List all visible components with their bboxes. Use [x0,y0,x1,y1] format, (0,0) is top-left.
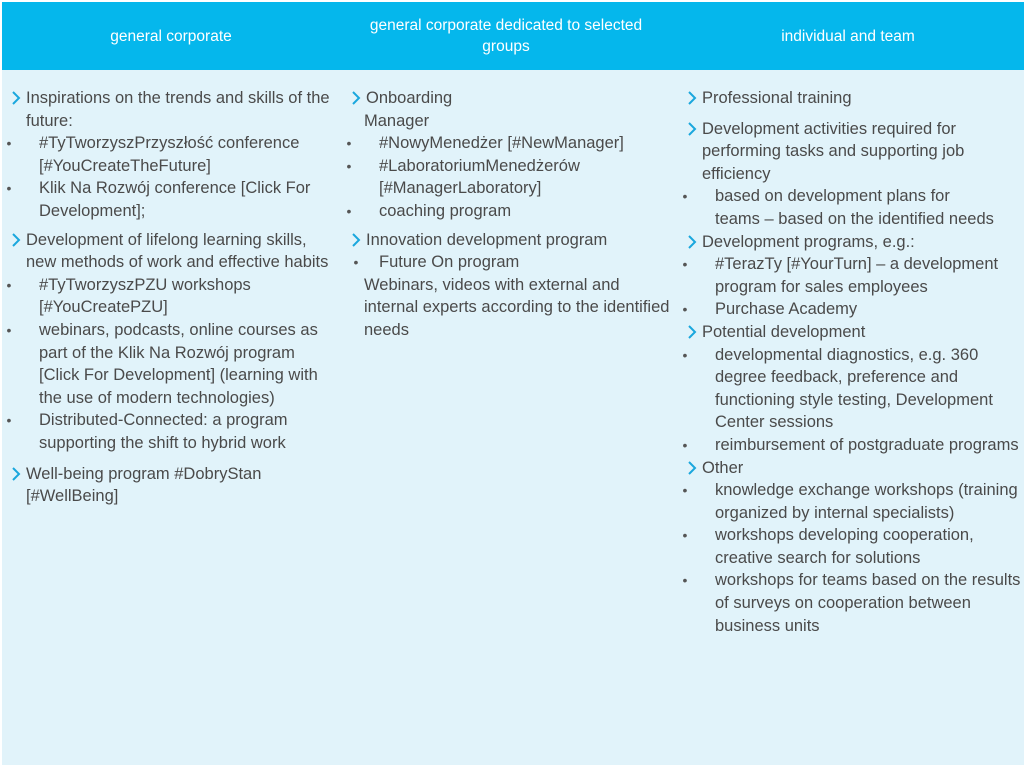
bullet-dot-icon: • [682,572,688,589]
sub-item: • #NowyMenedżer [#NewManager] [342,132,676,155]
item-title: Potential development [702,322,866,341]
sub-item: • Purchase Academy [678,298,1024,321]
sub-item: • developmental diagnostics, e.g. 360 degree feedback, preference and functioning style testing, Development Center sessions [678,344,1024,434]
table-header [2,2,1024,70]
bullet-dot-icon: • [346,135,352,152]
item-title: Other [702,458,744,477]
list-item [678,87,1024,110]
column-general-corporate [2,70,336,765]
sub-item: • reimbursement of postgraduate programs [678,434,1024,457]
table-body [2,70,1024,765]
bullet-dot-icon: • [6,135,12,152]
sub-item: • #LaboratoriumMenedżerów [#ManagerLaboratory] [342,155,676,200]
chevron-right-icon [686,321,700,343]
chevron-right-icon [350,87,364,109]
bullet-dot-icon: • [682,188,688,205]
bullet-dot-icon: • [682,527,688,544]
item-description: Webinars, videos with external and internal experts according to the identified needs [364,275,670,339]
list-item [342,87,676,110]
bullet-dot-icon: • [6,412,12,429]
list-item [2,463,336,508]
sub-item: • #TyTworzyszPrzyszłość conference [#YouCreateTheFuture] [2,132,336,177]
list-item [2,87,336,132]
bullet-dot-icon: • [6,276,12,293]
sub-item: • workshops developing cooperation, creative search for solutions [678,524,1024,569]
sub-item: • #TyTworzyszPZU workshops [#YouCreatePZU] [2,274,336,319]
chevron-right-icon [686,231,700,253]
bullet-dot-icon: • [6,321,12,338]
sub-item: • based on development plans for teams – based on the identified needs [678,185,1024,230]
bullet-dot-icon: • [682,436,688,453]
list-item [678,231,1024,254]
bullet-dot-icon: • [346,202,352,219]
sub-item: • Distributed-Connected: a program supporting the shift to hybrid work [2,409,336,454]
list-item [342,229,676,252]
chevron-right-icon [350,229,364,251]
item-title: Development activities required for performing tasks and supporting job efficiency [702,119,965,183]
item-title: Inspirations on the trends and skills of the future: [26,89,330,130]
chevron-right-icon [10,463,24,485]
chevron-right-icon [686,118,700,140]
header-general-corporate: general corporate [110,27,232,45]
item-title: Professional training [702,89,852,107]
sub-item: • Klik Na Rozwój conference [Click For Development]; [2,177,336,222]
bullet-dot-icon: • [6,180,12,197]
sub-item: • knowledge exchange workshops (training organized by internal specialists) [678,479,1024,524]
list-item [2,229,336,274]
list-item [678,457,1024,480]
bullet-dot-icon: • [353,254,359,271]
sub-item: • workshops for teams based on the results of surveys on cooperation between business units [678,569,1024,637]
development-table [2,2,1024,765]
sub-item: • Future On program [342,251,676,274]
sub-item: • coaching program [342,200,676,223]
bullet-dot-icon: • [682,346,688,363]
bullet-dot-icon: • [346,157,352,174]
chevron-right-icon [686,457,700,479]
item-title: Development of lifelong learning skills, new methods of work and effective habits [26,230,329,272]
bullet-dot-icon: • [682,301,688,318]
chevron-right-icon [686,87,700,109]
list-item [678,321,1024,344]
chevron-right-icon [10,229,24,251]
item-title: Well-being program #DobryStan [#WellBeing] [26,464,262,506]
item-title: Development programs, e.g.: [702,232,915,251]
chevron-right-icon [10,87,24,109]
header-dedicated-groups: general corporate dedicated to selected groups [369,17,643,55]
bullet-dot-icon: • [682,482,688,499]
header-individual-team: individual and team [781,27,915,45]
sub-item: • #TerazTy [#YourTurn] – a development program for sales employees [678,253,1024,298]
item-title: Innovation development program [366,230,608,249]
list-item [678,118,1024,186]
column-dedicated-groups [342,70,676,765]
item-title: Onboarding [366,89,453,107]
item-title-line2: Manager [364,111,430,130]
column-individual-team [678,70,1024,765]
sub-item: • webinars, podcasts, online courses as part of the Klik Na Rozwój program [Click For Development] (learning with the use of modern technologies) [2,319,336,409]
bullet-dot-icon: • [682,256,688,273]
